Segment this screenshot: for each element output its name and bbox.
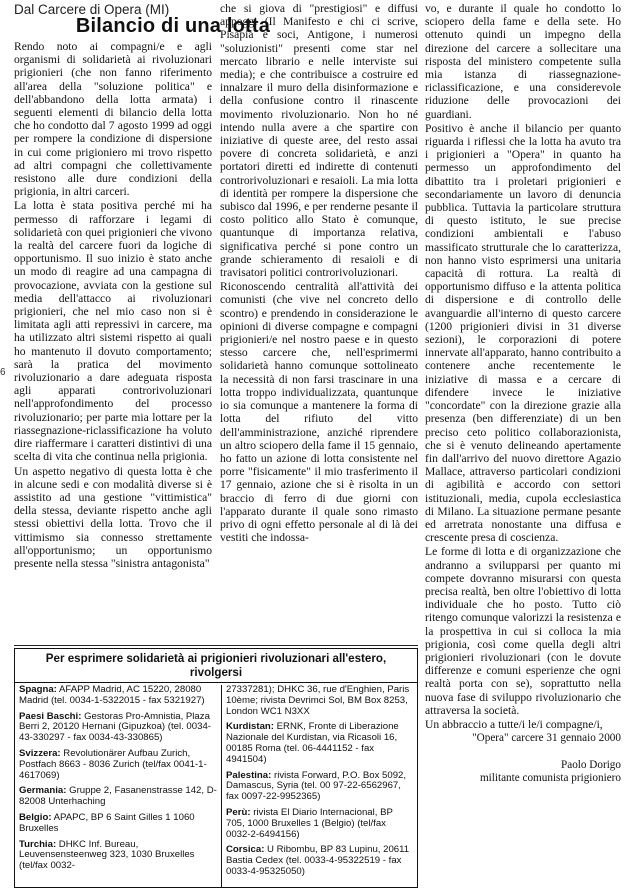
- author-role: militante comunista prigioniero: [479, 772, 621, 785]
- solidarity-box-title: Per esprimere solidarietà ai prigionieri rivoluzionari all'estero, rivolgersi: [15, 649, 417, 683]
- article-paragraph: Le forme di lotta e di organizzazione che andranno a svilupparsi per quanto mi compete dovranno misurarsi con questa precisa realtà, ben oltre l'obiettivo di lotta individuale che ho posto. Tutto ciò ritengo comunque valorizzi la resistenza e la prospettiva in cui si colloca la mia prigionia, così come quella degli altri prigionieri rivoluzionari (con le dovute differenze e comuni esperienze che ogni realtà porta con se), soprattutto nella nuova fase di sviluppo rivoluzionario che attraversa la società.: [425, 545, 621, 717]
- article-column-3: [425, 2, 621, 888]
- contact-country: Belgio:: [19, 811, 52, 823]
- article-paragraph: Un aspetto negativo di questa lotta è che in alcune sedi e con modalità diverse si è assistito ad una gestione "vittimistica" della stessa, deviante rispetto anche agli stessi obiettivi della lotta. Trovo che il vittimismo sia connesso strettamente all'opportunismo; un opportunismo presente nella stessa "sinistra antagonista": [14, 464, 212, 570]
- contact-entry: [226, 808, 413, 840]
- article-paragraph: Riconoscendo centralità all'attività dei comunisti (che vive nel concreto dello scontro) e prendendo in considerazione le opinioni di diverse compagne e compagni prigionieri/e nel nostro paese e in questo stesso carcere che, nell'esprimermi solidarietà hanno comunque sottolineato la necessità di non farsi trascinare in una lotta troppo individualizzata, quantunque io sia comunque a mantenere la forma di lotta del rifiuto del vitto dell'amministrazione, anziché riprendere un altro sciopero della fame il 15 gennaio, ho fatto un azione di lotta consistente nel porre "fisicamente" il mio trasferimento il 17 gennaio, azione che si è risolta in un braccio di ferro di due giorni con l'apparato durante il quale sono rimasto privo di ogni effetto personale al di là dei vestiti che indossa-: [220, 280, 418, 545]
- closing-line: Un abbraccio a tutte/i le/i compagne/i,: [425, 717, 603, 731]
- contact-country: Turchia:: [19, 838, 57, 850]
- contact-country: Palestina:: [226, 769, 272, 781]
- contact-country: Kurdistan:: [226, 721, 274, 733]
- contact-entry: [226, 845, 413, 877]
- kicker-location: Dal Carcere di Opera (MI): [14, 2, 170, 17]
- contact-entry: [19, 786, 218, 808]
- article-paragraph: vo, e durante il quale ho condotto lo sciopero della fame e della sete. Ho ottenuto quindi un impegno della direzione del carcere a sollecitare una risposta del ministero competente sulla mia istanza di riassegnazione-riclassificazione, e una considerevole riduzione delle provocazioni dei guardiani.: [425, 2, 621, 121]
- contact-address: AFAPP Madrid, AC 15220, 28080 Madrid (tel. 0034-1-5322015 - fax 5321927): [19, 685, 205, 706]
- contact-entry: [226, 685, 413, 717]
- article-headline: Bilancio di una lotta: [75, 15, 271, 37]
- contact-address: rivista El Diario Internacional, BP 705, 1000 Bruxelles 1 (Belgio) (tel/fax 0032-2-6494156): [226, 806, 393, 840]
- signature-block: [425, 759, 621, 785]
- contact-country: Corsica:: [226, 844, 265, 856]
- column-divider: [14, 645, 418, 646]
- box-column-divider: [221, 685, 222, 887]
- author-name: Paolo Dorigo: [561, 759, 621, 772]
- article-paragraph: La lotta è stata positiva perché mi ha permesso di rafforzare i legami di solidarietà con quei prigionieri che vivono la realtà del carcere fuori da logiche di opportunismo. Il suo inizio è stato anche un modo di reagire ad una campagna di provocazione, avviata con la gestione sul media dell'attacco ai rivoluzionari prigionieri, che nel mio caso non si è limitata agli atti repressivi in carcere, ma ha utilizzato altri sistemi rispetto ai quali ho mantenuto il dovuto comportamento; sarà la pratica del movimento rivoluzionario a dare adeguata risposta agli apparati controrivoluzionari nell'approfondimento del processo rivoluzionario; per parte mia lottare per la riassegnazione-riclassificazione ha voluto dire riaffermare i caratteri distintivi di una scelta di vita che continua nella prigionia.: [14, 199, 212, 464]
- contact-country: Svizzera:: [19, 747, 61, 759]
- solidarity-box: [14, 648, 418, 888]
- contact-address: rivista Forward, P.O. Box 5092, Damascus, Syria (tel. 00 97-22-6562967, fax 0097-22-9952365): [226, 769, 407, 803]
- contact-address: Revolutionärer Aufbau Zurich, Postfach 8663 - 8036 Zurich (tel/fax 0041-1-4617069): [19, 747, 207, 781]
- contact-entry: [19, 749, 218, 781]
- solidarity-box-left-column: [19, 685, 218, 887]
- contact-entry: [19, 685, 218, 707]
- solidarity-box-right-column: [226, 685, 413, 887]
- article-paragraph: Rendo noto ai compagni/e e agli organismi di solidarietà ai rivoluzionari prigionieri (che non fanno riferimento all'area della "soluzione politica" e dell'abbandono della lotta armata) i seguenti elementi di bilancio della lotta che ho condotto dal 7 agosto 1999 ad oggi per rompere la condizione di dispersione in cui come prigioniero mi trovo rispetto ad altri compagni che collettivamente resistono alle dure condizioni della prigionia, in altri carceri.: [14, 40, 212, 199]
- article-paragraph: che si giova di "prestigiosi" e diffusi appoggi (Il Manifesto e chi ci scrive, Pisapia e soci, Antigone, i numerosi "soluzionisti" presenti come star nel mercato librario e nelle interviste sui media); e che contribuisce a costruire ed innalzare il muro della disinformazione e della confusione contro il rinascente movimento rivoluzionario. Non ho né intendo nulla avere a che spartire con iniziative di queste aree, del resto assai povere di concreta solidarietà, e anzi portatori diretti ed indirette di contenuti controrivoluzionari e resaioli. La mia lotta di identità per rompere la dispersione che subisco dal 1996, e per renderne pesante il costo politico allo Stato è comunque, quantunque di importanza relativa, significativa perché si pone contro un grande schieramento di resaioli e di travisatori politici controrivoluzionari.: [220, 2, 418, 280]
- contact-entry: [19, 840, 218, 872]
- article-paragraph: Positivo è anche il bilancio per quanto riguarda i riflessi che la lotta ha avuto tra i prigionieri a "Opera" in quanto ha permesso un approfondimento del dibattito tra i proletari prigionieri e secondariamente un lavoro di denuncia pubblica. Tuttavia la particolare struttura di questo istituto, le sue precise condizioni ambientali e l'abuso massificato strutturale che lo caratterizza, non hanno visto esprimersi una unitaria capacità di rottura. La realtà di opportunismo diffuso e la attenta politica di dispersione e di controllo delle avanguardie all'interno di questo carcere (1200 prigionieri divisi in 31 diverse sezioni), le corporazioni di potere innervate all'apparato, hanno contribuito a contenere anche recentemente le iniziative di massa e a cercare di difendere invece le iniziative "concordate" con la direzione grazie alla presenza (ben differenziate) di un ben preciso ceto politico collaborazionista, che si è venuto delineando apertamente fin dall'arrivo del nuovo direttore Agazio Mallace, attraverso particolari condizioni di agibilità e accordo con settori istituzionali, media, cupola ecclesiastica di Milano. La situazione permane pesante ed arretrata nonostante una diffusa e crescente presa di coscienza.: [425, 121, 621, 545]
- contact-address: Gruppe 2, Fasanenstrasse 142, D-82008 Unterhaching: [19, 785, 217, 808]
- contact-address: U Ribombu, BP 83 Lupinu, 20611 Bastia Cedex (tel. 0033-4-95322519 - fax 0033-4-95325050): [226, 844, 410, 877]
- contact-address: Gestoras Pro-Amnistia, Plaza Berri 2, 20120 Hernani (Gipuzkoa) (tel. 0034-43-330297 - fax 0034-43-330865): [19, 710, 211, 744]
- margin-mark: 6: [0, 367, 6, 378]
- contact-entry: [226, 722, 413, 765]
- article-column-2: [220, 2, 418, 646]
- contact-entry: [19, 813, 218, 835]
- contact-address: DHKC Inf. Bureau, Leuvensensteenweg 323, 1030 Bruxelles (tel/fax 0032-: [19, 838, 195, 872]
- contact-address: 27337281); DHKC 36, rue d'Enghien, Paris 10ème; rivista Devrimci Sol, BM Box 8253, London WC1 N3XX: [226, 685, 410, 717]
- contact-country: Perù:: [226, 806, 251, 818]
- solidarity-box-body: [15, 685, 417, 887]
- contact-country: Germania:: [19, 785, 67, 797]
- contact-address: APAPC, BP 6 Saint Gilles 1 1060 Bruxelles: [19, 811, 195, 834]
- contact-address: ERNK, Fronte di Liberazione Nazionale del Kurdistan, via Ricasoli 16, 00185 Roma (tel. 06-4441152 - fax 4941504): [226, 721, 399, 765]
- article-column-1: [14, 40, 212, 640]
- contact-entry: [19, 712, 218, 744]
- contact-country: Spagna:: [19, 685, 57, 695]
- dateline: "Opera" carcere 31 gennaio 2000: [472, 732, 621, 745]
- contact-entry: [226, 771, 413, 803]
- contact-country: Paesi Baschi:: [19, 710, 82, 722]
